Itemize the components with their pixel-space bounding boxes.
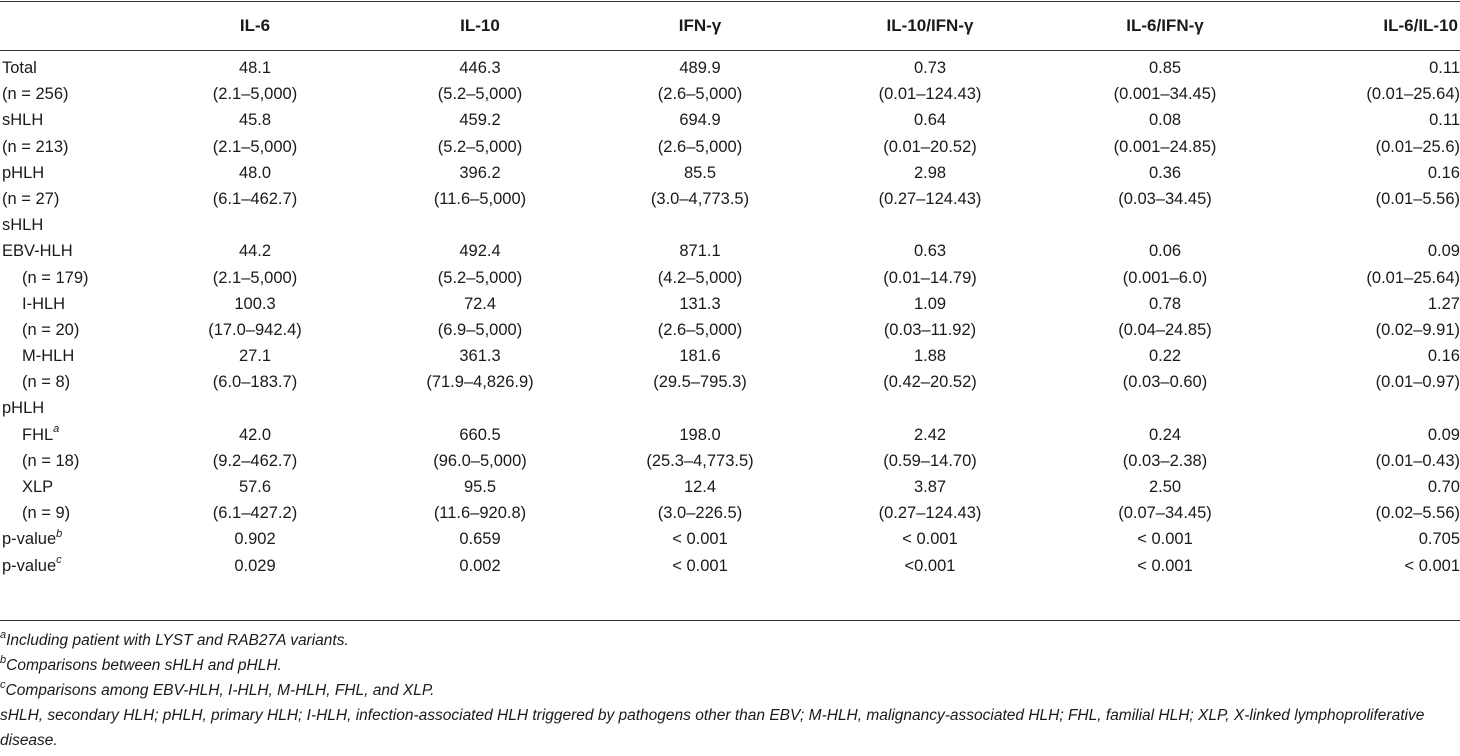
table-cell bbox=[380, 238, 580, 264]
table-cell bbox=[1065, 422, 1265, 448]
cell-value: (2.6–5,000) bbox=[657, 320, 743, 339]
table-cell bbox=[380, 422, 580, 448]
row-label-text: (n = 18) bbox=[22, 451, 80, 470]
table-cell bbox=[380, 55, 580, 81]
cell-value: 1.09 bbox=[913, 294, 947, 313]
table-cell bbox=[600, 448, 800, 474]
table-top-rule bbox=[0, 1, 1460, 2]
table-cell bbox=[380, 291, 580, 317]
table-row bbox=[0, 238, 1460, 264]
table-cell bbox=[155, 500, 355, 526]
cell-value: 0.16 bbox=[1427, 347, 1460, 366]
table-cell bbox=[155, 369, 355, 395]
cell-value: 27.1 bbox=[238, 347, 272, 366]
cell-value: 0.902 bbox=[234, 530, 276, 549]
table-cell bbox=[830, 526, 1030, 552]
table-row bbox=[0, 291, 1460, 317]
table-cell bbox=[830, 343, 1030, 369]
column-header-il10-ifng: IL-10/IFN-γ bbox=[886, 16, 974, 35]
cell-value: 2.42 bbox=[913, 425, 947, 444]
table-cell bbox=[830, 55, 1030, 81]
cell-value: 45.8 bbox=[238, 111, 272, 130]
table-cell bbox=[1065, 55, 1265, 81]
table-cell bbox=[600, 265, 800, 291]
cell-value: 48.0 bbox=[238, 163, 272, 182]
table-cell bbox=[1065, 265, 1265, 291]
row-label bbox=[22, 369, 70, 395]
table-cell bbox=[830, 474, 1030, 500]
row-label-text: sHLH bbox=[2, 216, 44, 235]
cell-value: (11.6–5,000) bbox=[433, 189, 527, 208]
table-cell bbox=[600, 422, 800, 448]
row-label-text: pHLH bbox=[2, 399, 45, 418]
table-cell bbox=[1065, 134, 1265, 160]
row-label bbox=[22, 265, 89, 291]
row-label bbox=[22, 317, 79, 343]
row-label bbox=[2, 107, 43, 133]
cell-value: 0.002 bbox=[459, 556, 501, 575]
cell-value: 489.9 bbox=[679, 59, 721, 77]
cell-value: 1.88 bbox=[913, 347, 947, 366]
cell-value: (0.001–6.0) bbox=[1122, 268, 1208, 287]
table-cell bbox=[155, 238, 355, 264]
table-cell bbox=[600, 369, 800, 395]
footnote-a: $^a$Including patient with LYST and RAB27A variants. bbox=[0, 628, 349, 649]
table-cell bbox=[155, 160, 355, 186]
table-bottom-rule bbox=[0, 620, 1460, 621]
footnote-marker: c bbox=[56, 554, 62, 567]
table-cell bbox=[600, 238, 800, 264]
cell-value: 0.70 bbox=[1427, 478, 1460, 496]
cell-value: (11.6–920.8) bbox=[433, 504, 527, 523]
cell-value: < 0.001 bbox=[672, 556, 728, 575]
cell-value: (6.1–462.7) bbox=[212, 189, 298, 208]
column-header-ifng: IFN-γ bbox=[678, 16, 722, 35]
row-label-text: pHLH bbox=[2, 163, 45, 182]
table-row bbox=[0, 395, 1460, 421]
cell-value: 85.5 bbox=[683, 163, 717, 182]
table-cell bbox=[600, 107, 800, 133]
cell-value: < 0.001 bbox=[1404, 556, 1460, 575]
row-label bbox=[2, 160, 44, 186]
row-label-text: EBV-HLH bbox=[2, 242, 73, 261]
cell-value: 0.11 bbox=[1429, 59, 1460, 77]
table-cell bbox=[380, 526, 580, 552]
cell-value: 459.2 bbox=[459, 111, 501, 130]
table-cell bbox=[1260, 369, 1460, 395]
row-label bbox=[2, 134, 69, 160]
table-row bbox=[0, 212, 1460, 238]
cell-value: (0.02–9.91) bbox=[1375, 320, 1460, 339]
table-cell bbox=[1065, 448, 1265, 474]
table-cell bbox=[155, 526, 355, 552]
cell-value: (6.9–5,000) bbox=[437, 320, 523, 339]
table-row bbox=[0, 474, 1460, 500]
table-row bbox=[0, 317, 1460, 343]
table-footnotes bbox=[0, 628, 1456, 753]
table-cell bbox=[380, 553, 580, 579]
table-cell bbox=[380, 186, 580, 212]
table-cell bbox=[830, 369, 1030, 395]
cell-value: 0.09 bbox=[1427, 242, 1460, 261]
table-cell bbox=[1065, 291, 1265, 317]
cell-value: 0.24 bbox=[1148, 425, 1182, 444]
row-label bbox=[2, 212, 43, 238]
table-cell bbox=[380, 107, 580, 133]
row-label bbox=[2, 186, 59, 212]
table-cell bbox=[1065, 317, 1265, 343]
table-cell bbox=[380, 160, 580, 186]
cell-value: (2.1–5,000) bbox=[212, 268, 298, 287]
footnote-marker: b bbox=[56, 527, 63, 540]
table-cell bbox=[380, 134, 580, 160]
row-label-text: (n = 20) bbox=[22, 320, 80, 339]
table-cell bbox=[830, 238, 1030, 264]
cell-value: 660.5 bbox=[459, 425, 501, 444]
table-cell bbox=[600, 343, 800, 369]
cell-value: 0.08 bbox=[1148, 111, 1182, 130]
cell-value: 492.4 bbox=[459, 242, 501, 261]
row-label-text: p-value bbox=[2, 556, 57, 575]
table-cell bbox=[155, 553, 355, 579]
cell-value: 2.98 bbox=[913, 163, 947, 182]
cell-value: 0.63 bbox=[913, 242, 947, 261]
cell-value: < 0.001 bbox=[1137, 556, 1193, 575]
table-cell bbox=[1260, 422, 1460, 448]
table-header-rule bbox=[0, 50, 1460, 51]
cell-value: (0.01–25.64) bbox=[1366, 85, 1460, 104]
table-row bbox=[0, 500, 1460, 526]
cell-value: 100.3 bbox=[234, 294, 276, 313]
row-label bbox=[22, 343, 74, 369]
cell-value: (0.01–0.43) bbox=[1375, 451, 1460, 470]
table-cell bbox=[380, 265, 580, 291]
cell-value: 871.1 bbox=[679, 242, 721, 261]
table-cell bbox=[1065, 238, 1265, 264]
table-cell bbox=[155, 55, 355, 81]
table-body bbox=[0, 55, 1460, 579]
table-cell bbox=[1065, 107, 1265, 133]
cell-value: (0.01–14.79) bbox=[883, 268, 977, 287]
cell-value: 694.9 bbox=[679, 111, 721, 130]
cell-value: (0.02–5.56) bbox=[1375, 504, 1460, 523]
table-cell bbox=[1260, 81, 1460, 107]
table-cell bbox=[155, 317, 355, 343]
table-row bbox=[0, 343, 1460, 369]
table-cell bbox=[600, 291, 800, 317]
table-cell bbox=[600, 500, 800, 526]
cell-value: 0.22 bbox=[1148, 347, 1182, 366]
table-cell bbox=[1065, 500, 1265, 526]
table-row bbox=[0, 160, 1460, 186]
table-cell bbox=[600, 160, 800, 186]
table-cell bbox=[380, 369, 580, 395]
row-label bbox=[2, 395, 44, 421]
cell-value: 48.1 bbox=[238, 59, 272, 77]
row-label bbox=[2, 526, 62, 552]
cell-value: (5.2–5,000) bbox=[437, 137, 523, 156]
table-row bbox=[0, 186, 1460, 212]
row-label-text: Total bbox=[2, 59, 37, 77]
table-cell bbox=[380, 317, 580, 343]
table-cell bbox=[155, 134, 355, 160]
cell-value: 95.5 bbox=[463, 478, 497, 496]
row-label-text: (n = 213) bbox=[2, 137, 69, 156]
table-row bbox=[0, 369, 1460, 395]
cell-value: 0.36 bbox=[1148, 163, 1182, 182]
cell-value: 57.6 bbox=[238, 478, 272, 496]
table-cell bbox=[830, 186, 1030, 212]
table-cell bbox=[1065, 526, 1265, 552]
cell-value: 396.2 bbox=[459, 163, 501, 182]
table-cell bbox=[380, 474, 580, 500]
cell-value: 1.27 bbox=[1427, 294, 1460, 313]
cell-value: 0.73 bbox=[913, 59, 947, 77]
cell-value: (2.1–5,000) bbox=[212, 85, 298, 104]
table-cell bbox=[1065, 160, 1265, 186]
table-cell bbox=[600, 553, 800, 579]
table-cell bbox=[1065, 81, 1265, 107]
cell-value: (6.1–427.2) bbox=[212, 504, 298, 523]
cell-value: (0.03–2.38) bbox=[1122, 451, 1208, 470]
cell-value: (71.9–4,826.9) bbox=[426, 373, 534, 392]
table-cell bbox=[830, 317, 1030, 343]
row-label-text: (n = 8) bbox=[22, 373, 71, 392]
cell-value: 72.4 bbox=[463, 294, 497, 313]
table-cell bbox=[830, 265, 1030, 291]
cell-value: (6.0–183.7) bbox=[212, 373, 298, 392]
table-cell bbox=[1260, 55, 1460, 81]
cell-value: 0.06 bbox=[1148, 242, 1182, 261]
cell-value: 0.029 bbox=[234, 556, 276, 575]
cell-value: (3.0–226.5) bbox=[657, 504, 743, 523]
row-label-text: (n = 256) bbox=[2, 85, 69, 104]
row-label-text: I-HLH bbox=[22, 294, 66, 313]
table-cell bbox=[380, 448, 580, 474]
table-cell bbox=[1260, 265, 1460, 291]
row-label-text: (n = 27) bbox=[2, 189, 60, 208]
cell-value: (0.01–5.56) bbox=[1375, 189, 1460, 208]
table-cell bbox=[600, 186, 800, 212]
cell-value: (29.5–795.3) bbox=[653, 373, 747, 392]
table-cell bbox=[830, 134, 1030, 160]
table-cell bbox=[1260, 343, 1460, 369]
cell-value: (0.03–11.92) bbox=[883, 320, 977, 339]
column-header-il6: IL-6 bbox=[239, 16, 271, 35]
table-cell bbox=[600, 474, 800, 500]
cell-value: (96.0–5,000) bbox=[433, 451, 527, 470]
row-label-text: M-HLH bbox=[22, 347, 75, 366]
table-cell bbox=[155, 265, 355, 291]
table-cell bbox=[1260, 448, 1460, 474]
table-cell bbox=[1260, 134, 1460, 160]
table-cell bbox=[1260, 526, 1460, 552]
row-label-text: sHLH bbox=[2, 111, 44, 130]
footnote-b: $^b$Comparisons between sHLH and pHLH. bbox=[0, 653, 282, 674]
cell-value: 0.705 bbox=[1418, 530, 1460, 549]
table-cell bbox=[155, 422, 355, 448]
table-cell bbox=[1260, 107, 1460, 133]
cell-value: (2.1–5,000) bbox=[212, 137, 298, 156]
table-cell bbox=[830, 422, 1030, 448]
row-label bbox=[22, 500, 70, 526]
column-header-il6-il10: IL-6/IL-10 bbox=[1383, 16, 1458, 35]
table-cell bbox=[600, 81, 800, 107]
table-row bbox=[0, 448, 1460, 474]
cell-value: 0.09 bbox=[1427, 425, 1460, 444]
table-cell bbox=[155, 81, 355, 107]
footnote-c: $^c$Comparisons among EBV-HLH, I-HLH, M-HLH, FHL, and XLP. bbox=[0, 678, 435, 699]
table-cell bbox=[830, 500, 1030, 526]
table-cell bbox=[1065, 553, 1265, 579]
cell-value: (0.001–24.85) bbox=[1113, 137, 1217, 156]
cell-value: (0.01–25.6) bbox=[1375, 137, 1460, 156]
table-cell bbox=[830, 107, 1030, 133]
cell-value: (0.27–124.43) bbox=[878, 189, 982, 208]
row-label bbox=[2, 553, 62, 579]
table-row bbox=[0, 55, 1460, 81]
cell-value: (0.03–0.60) bbox=[1122, 373, 1208, 392]
row-label bbox=[2, 81, 69, 107]
cell-value: 0.78 bbox=[1148, 294, 1182, 313]
row-label-text: p-value bbox=[2, 530, 57, 549]
table-cell bbox=[155, 343, 355, 369]
column-header-il10: IL-10 bbox=[460, 16, 500, 35]
table-cell bbox=[155, 291, 355, 317]
table-cell bbox=[155, 474, 355, 500]
cell-value: <0.001 bbox=[904, 556, 956, 575]
table-cell bbox=[1260, 160, 1460, 186]
cell-value: (0.01–20.52) bbox=[883, 137, 977, 156]
cell-value: (5.2–5,000) bbox=[437, 85, 523, 104]
cell-value: (0.03–34.45) bbox=[1118, 189, 1212, 208]
cell-value: < 0.001 bbox=[902, 530, 958, 549]
table-cell bbox=[1260, 291, 1460, 317]
table-cell bbox=[1260, 474, 1460, 500]
row-label-text: XLP bbox=[22, 478, 54, 496]
table-cell bbox=[380, 81, 580, 107]
cell-value: < 0.001 bbox=[1137, 530, 1193, 549]
row-label bbox=[22, 422, 59, 448]
cell-value: 361.3 bbox=[459, 347, 501, 366]
cell-value: 12.4 bbox=[683, 478, 717, 496]
cell-value: (0.01–124.43) bbox=[878, 85, 982, 104]
row-label-text: (n = 179) bbox=[22, 268, 89, 287]
cell-value: 2.50 bbox=[1148, 478, 1182, 496]
cell-value: (0.01–0.97) bbox=[1375, 373, 1460, 392]
table-cell bbox=[1260, 553, 1460, 579]
table-row bbox=[0, 553, 1460, 579]
row-label bbox=[2, 55, 37, 81]
cell-value: (0.07–34.45) bbox=[1118, 504, 1212, 523]
row-label bbox=[22, 474, 53, 500]
row-label bbox=[22, 291, 65, 317]
cell-value: 0.85 bbox=[1148, 59, 1182, 77]
cell-value: 181.6 bbox=[679, 347, 721, 366]
table-row bbox=[0, 81, 1460, 107]
table-cell bbox=[1065, 186, 1265, 212]
cell-value: (17.0–942.4) bbox=[208, 320, 302, 339]
table-cell bbox=[155, 186, 355, 212]
table-cell bbox=[1065, 343, 1265, 369]
footnote-marker: a bbox=[53, 423, 60, 436]
cell-value: 131.3 bbox=[679, 294, 721, 313]
table-row bbox=[0, 134, 1460, 160]
table-cell bbox=[830, 160, 1030, 186]
cell-value: (5.2–5,000) bbox=[437, 268, 523, 287]
column-header-il6-ifng: IL-6/IFN-γ bbox=[1126, 16, 1204, 35]
table-cell bbox=[1260, 186, 1460, 212]
cell-value: 0.11 bbox=[1429, 111, 1460, 130]
table-cell bbox=[600, 317, 800, 343]
cell-value: (9.2–462.7) bbox=[212, 451, 298, 470]
cell-value: (4.2–5,000) bbox=[657, 268, 743, 287]
table-row bbox=[0, 107, 1460, 133]
cell-value: (25.3–4,773.5) bbox=[646, 451, 754, 470]
cell-value: < 0.001 bbox=[672, 530, 728, 549]
cell-value: 198.0 bbox=[679, 425, 721, 444]
row-label bbox=[2, 238, 73, 264]
table-cell bbox=[600, 55, 800, 81]
cell-value: (2.6–5,000) bbox=[657, 85, 743, 104]
cell-value: (0.59–14.70) bbox=[883, 451, 977, 470]
table-cell bbox=[1065, 474, 1265, 500]
cell-value: (3.0–4,773.5) bbox=[650, 189, 750, 208]
table-cell bbox=[1260, 238, 1460, 264]
table-cell bbox=[830, 448, 1030, 474]
table-cell bbox=[1260, 317, 1460, 343]
row-label bbox=[22, 448, 79, 474]
cell-value: 0.64 bbox=[913, 111, 947, 130]
cell-value: 0.659 bbox=[459, 530, 501, 549]
row-label-text: (n = 9) bbox=[22, 504, 71, 523]
table-cell bbox=[1065, 369, 1265, 395]
table-cell bbox=[1260, 500, 1460, 526]
cell-value: 0.16 bbox=[1427, 163, 1460, 182]
table-header bbox=[0, 8, 1460, 48]
cell-value: 44.2 bbox=[238, 242, 272, 261]
table-cell bbox=[155, 448, 355, 474]
cell-value: 446.3 bbox=[459, 59, 501, 77]
table-cell bbox=[380, 343, 580, 369]
cell-value: (2.6–5,000) bbox=[657, 137, 743, 156]
cell-value: (0.001–34.45) bbox=[1113, 85, 1217, 104]
cell-value: (0.27–124.43) bbox=[878, 504, 982, 523]
table-row bbox=[0, 265, 1460, 291]
cell-value: 3.87 bbox=[913, 478, 947, 496]
cell-value: (0.04–24.85) bbox=[1118, 320, 1212, 339]
cell-value: (0.42–20.52) bbox=[883, 373, 977, 392]
cell-value: 42.0 bbox=[238, 425, 272, 444]
table-cell bbox=[830, 81, 1030, 107]
table-cell bbox=[600, 526, 800, 552]
table-row bbox=[0, 526, 1460, 552]
row-label-text: FHL bbox=[22, 425, 54, 444]
table-cell bbox=[155, 107, 355, 133]
cell-value: (0.01–25.64) bbox=[1366, 268, 1460, 287]
table-row bbox=[0, 422, 1460, 448]
table-cell bbox=[830, 291, 1030, 317]
table-cell bbox=[830, 553, 1030, 579]
table-cell bbox=[600, 134, 800, 160]
table-cell bbox=[380, 500, 580, 526]
abbreviations-note: sHLH, secondary HLH; pHLH, primary HLH; I-HLH, infection-associated HLH triggered by pathogens other than EBV; M-HLH, malignancy-associated HLH; FHL, familial HLH; XLP, X-linked lymphoproliferative disease. bbox=[0, 707, 1425, 749]
